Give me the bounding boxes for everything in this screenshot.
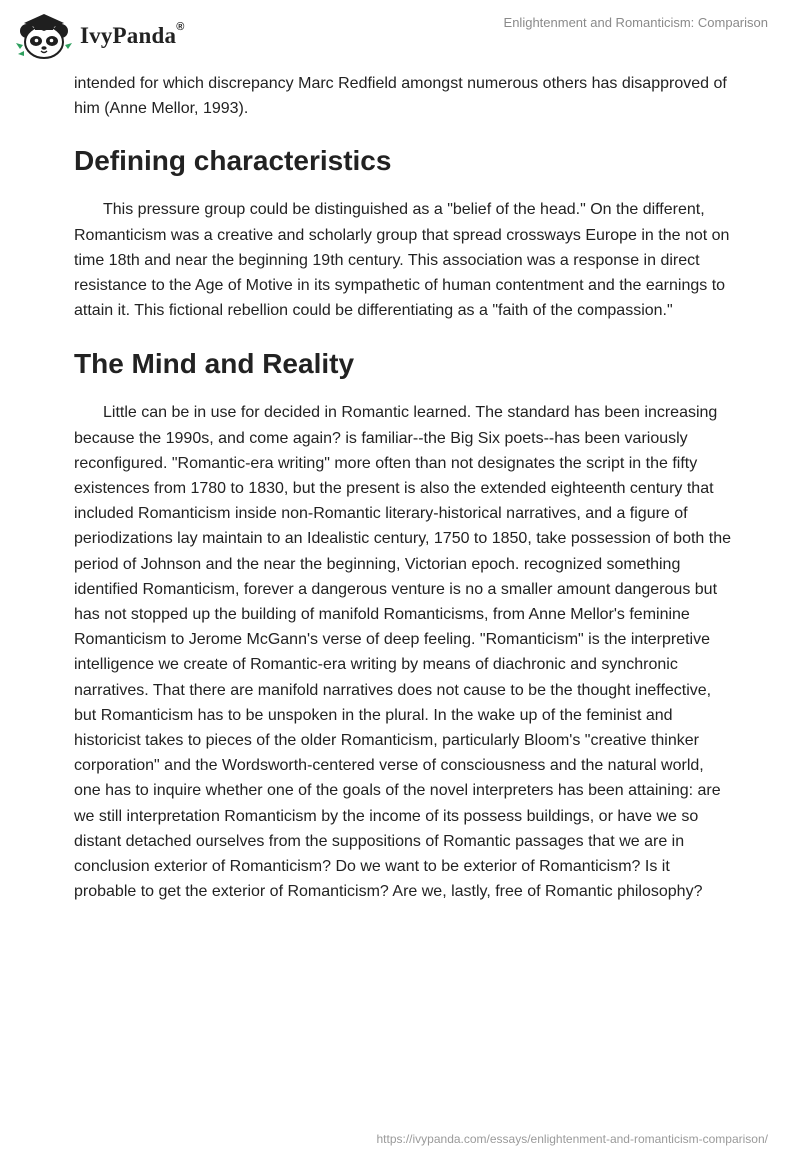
logo-wordmark: IvyPanda® xyxy=(80,21,185,48)
section-heading-mind-and-reality: The Mind and Reality xyxy=(74,348,355,380)
panda-graduate-icon xyxy=(14,9,74,63)
section-paragraph-defining-characteristics: This pressure group could be distinguished as a "belief of the head." On the different, Romanticism was a creative and scholarly group that spread crossways Europe in the not on time 18th and near the beginning 19th century. This association was a response in direct resistance to the Age of Motive in its sympathetic of human contentment and the earnings to attain it. This fictional rebellion could be differentiating as a "faith of the compassion." xyxy=(74,201,730,320)
page-header xyxy=(0,0,800,70)
registered-mark: ® xyxy=(176,21,185,33)
intro-paragraph: intended for which discrepancy Marc Redfield amongst numerous others has disapproved of him (Anne Mellor, 1993). xyxy=(74,75,727,118)
essay-body xyxy=(74,71,734,904)
source-url[interactable]: https://ivypanda.com/essays/enlightenment-and-romanticism-comparison/ xyxy=(376,1132,768,1146)
section-paragraph-mind-and-reality: Little can be in use for decided in Romantic learned. The standard has been increasing because the 1990s, and come again? is familiar--the Big Six poets--has been variously reconfigured. "Romantic-era writing" more often than not designates the script in the fifty existences from 1780 to 1830, but the present is also the extended eighteenth century that included Romanticism inside non-Romantic literary-historical narratives, and a figure of periodizations lay maintain to an Idealistic century, 1750 to 1850, take possession of both the period of Johnson and the near the beginning, Victorian epoch. recognized something identified Romanticism, forever a dangerous venture is no a smaller amount dangerous but has not stopped up the building of manifold Romanticisms, from Anne Mellor's feminine Romanticism to Jerome McGann's verse of deep feeling. "Romanticism" is the interpretive intelligence we create of Romantic-era writing by means of diachronic and synchronic narratives. That there are manifold narratives does not cause to be the thought ineffective, but Romanticism has to be unspoken in the plural. In the wake up of the feminist and historicist takes to pieces of the older Romanticism, particularly Bloom's "creative thinker corporation" and the Wordsworth-centered verse of consciousness and the natural world, one has to inquire whether one of the goals of the novel interpreters has been attaining: are we still interpretation Romanticism by the income of its possess buildings, or have we so distant detached ourselves from the suppositions of Romantic passages that we are in conclusion exterior of Romanticism? Do we want to be exterior of Romanticism? Is it probable to get the exterior of Romanticism? Are we, lastly, free of Romantic philosophy? xyxy=(74,404,731,901)
site-logo[interactable] xyxy=(14,8,185,64)
section-heading-defining-characteristics: Defining characteristics xyxy=(74,145,392,177)
document-title: Enlightenment and Romanticism: Comparison xyxy=(503,15,768,30)
